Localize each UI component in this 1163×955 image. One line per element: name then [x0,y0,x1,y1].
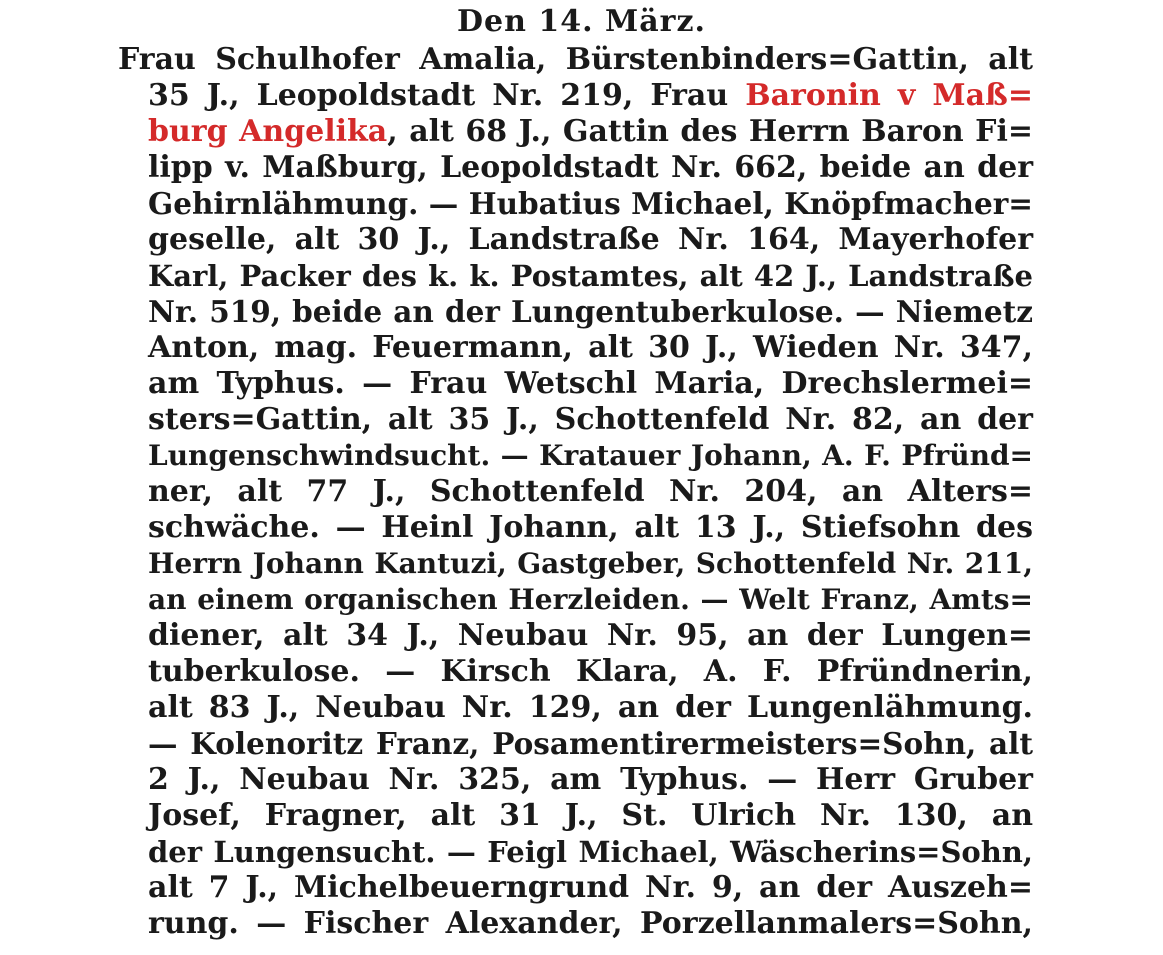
text-segment: tuberkulose. — Kirsch Klara, A. F. Pfründnerin, [148,654,1033,689]
text-line-22 [148,798,1033,834]
text-segment: geselle, alt 30 J., Landstraße Nr. 164, Mayerhofer [148,222,1033,257]
text-segment: Josef, Fragner, alt 31 J., St. Ulrich Nr. 130, an [148,798,1033,833]
text-line-23 [148,834,1033,870]
text-line-12 [148,438,1033,474]
text-segment: lipp v. Maßburg, Leopoldstadt Nr. 662, beide an der [148,150,1033,185]
text-segment: Karl, Packer des k. k. Postamtes, alt 42 J., Landstraße [148,259,1033,293]
text-segment: Herrn Johann Kantuzi, Gastgeber, Schottenfeld Nr. 211, [148,547,1033,580]
text-segment: alt 7 J., Michelbeuerngrund Nr. 9, an der Auszeh= [148,870,1033,905]
text-line-7 [148,258,1033,294]
text-segment: 2 J., Neubau Nr. 325, am Typhus. — Herr Gruber [148,762,1033,797]
text-segment: Anton, mag. Feuermann, alt 30 J., Wieden Nr. 347, [148,330,1033,365]
text-segment: alt 83 J., Neubau Nr. 129, an der Lungenlähmung. [148,690,1033,725]
text-line-5 [148,186,1033,222]
text-line-14 [148,510,1033,546]
text-line-16 [148,582,1033,618]
text-line-8 [148,294,1033,330]
text-line-1 [118,42,1033,78]
text-segment: diener, alt 34 J., Neubau Nr. 95, an der Lungen= [148,618,1033,653]
text-line-25 [148,906,1033,942]
text-segment: 35 J., Leopoldstadt Nr. 219, Frau [148,78,746,113]
text-line-13 [148,474,1033,510]
text-segment: der Lungensucht. — Feigl Michael, Wäscherins=Sohn, [148,835,1033,869]
text-line-18 [148,654,1033,690]
text-segment: Frau Schulhofer Amalia, Bürstenbinders=Gattin, alt [118,42,1033,77]
highlighted-name: Baronin v Maß= [745,78,1033,113]
text-line-21 [148,762,1033,798]
text-line-10 [148,366,1033,402]
text-line-17 [148,618,1033,654]
text-line-2 [148,78,1033,114]
text-segment: an einem organischen Herzleiden. — Welt Franz, Amts= [148,583,1033,616]
text-segment: , alt 68 J., Gattin des Herrn Baron Fi= [387,114,1033,149]
text-segment: Gehirnlähmung. — Hubatius Michael, Knöpfmacher= [148,186,1033,221]
text-line-15 [148,546,1033,582]
text-segment: rung. — Fischer Alexander, Porzellanmalers=Sohn, [148,906,1033,941]
text-line-20 [148,726,1033,762]
text-segment: — Kolenoritz Franz, Posamentirermeisters=Sohn, alt [148,726,1033,761]
text-segment: schwäche. — Heinl Johann, alt 13 J., Stiefsohn des [148,510,1033,545]
text-segment: am Typhus. — Frau Wetschl Maria, Drechslermei= [148,366,1033,401]
highlighted-name: burg Angelika [148,114,388,149]
text-line-4 [148,150,1033,186]
text-line-11 [148,402,1033,438]
text-line-9 [148,330,1033,366]
text-segment: ner, alt 77 J., Schottenfeld Nr. 204, an Alters= [148,474,1033,509]
text-line-6 [148,222,1033,258]
text-line-19 [148,690,1033,726]
text-segment: sters=Gattin, alt 35 J., Schottenfeld Nr. 82, an der [148,402,1033,437]
text-line-24 [148,870,1033,906]
date-heading: Den 14. März. [457,4,706,39]
text-segment: Lungenschwindsucht. — Kratauer Johann, A. F. Pfründ= [148,439,1033,472]
text-line-3 [148,114,1033,150]
text-segment: Nr. 519, beide an der Lungentuberkulose. — Niemetz [148,294,1033,329]
